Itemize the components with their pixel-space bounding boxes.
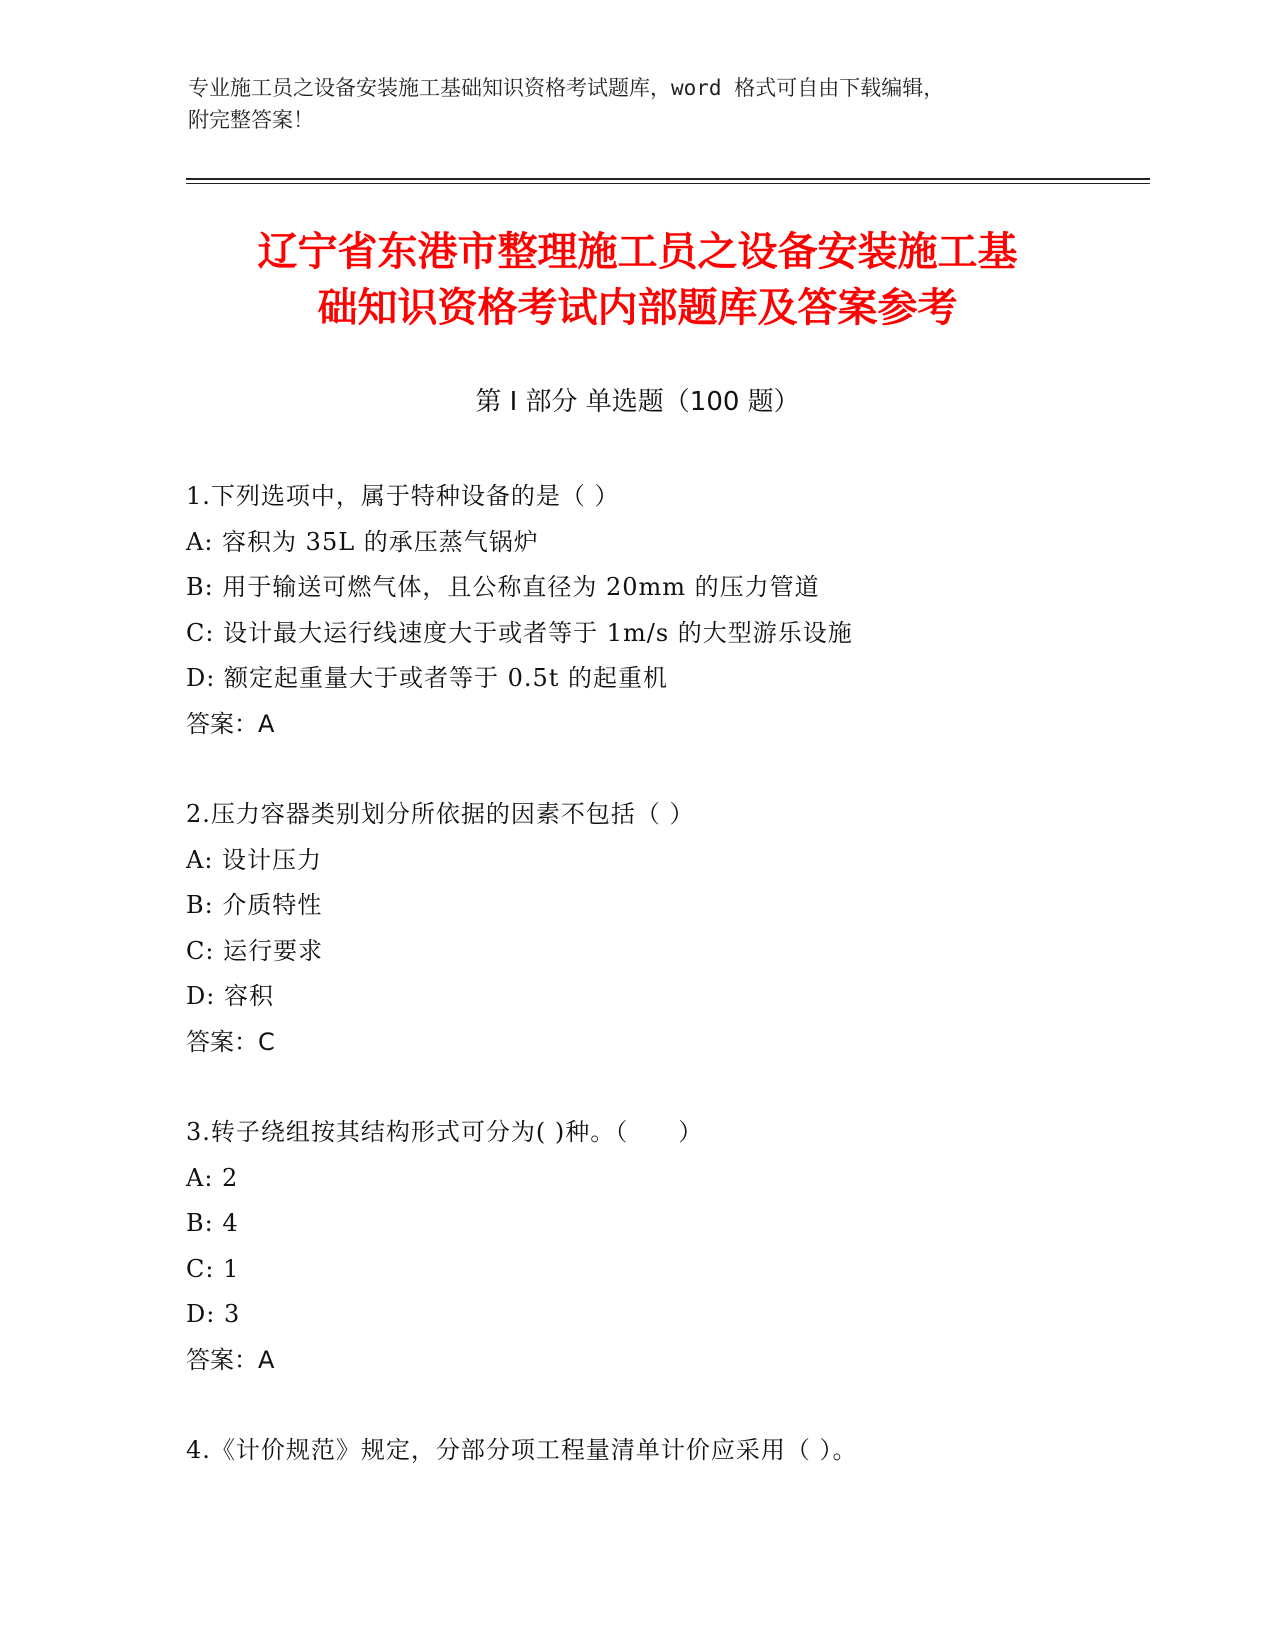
answer-label: 答案：A	[186, 1345, 275, 1374]
option-a: A: 2	[186, 1163, 239, 1192]
option-d: D: 3	[186, 1300, 241, 1328]
document-title-line-1: 辽宁省东港市整理施工员之设备安装施工基	[257, 229, 1018, 275]
document-header-note	[188, 72, 1088, 136]
section-heading: 第 I 部分 单选题（100 题）	[475, 387, 800, 417]
option-b: B: 用于输送可燃气体，且公称直径为 20mm 的压力管道	[186, 573, 820, 601]
header-divider-thick	[186, 178, 1150, 180]
question-3	[186, 1110, 1146, 1383]
option-d: D: 额定起重量大于或者等于 0.5t 的起重机	[186, 664, 669, 692]
question-stem: 2.压力容器类别划分所依据的因素不包括（ ）	[186, 800, 695, 828]
option-d: D: 容积	[186, 982, 274, 1010]
answer-label: 答案：A	[186, 709, 275, 738]
question-2	[186, 792, 1146, 1065]
option-b: B: 4	[186, 1209, 239, 1237]
option-a: A: 容积为 35L 的承压蒸气锅炉	[186, 527, 539, 556]
answer-label: 答案：C	[186, 1027, 275, 1056]
question-stem: 1.下列选项中，属于特种设备的是（ ）	[186, 482, 620, 510]
header-note-line-1: 专业施工员之设备安装施工基础知识资格考试题库，word 格式可自由下载编辑，	[188, 76, 945, 100]
document-title	[140, 224, 1135, 336]
option-c: C: 运行要求	[186, 936, 324, 965]
header-divider-thin	[186, 183, 1150, 184]
question-list	[186, 474, 1146, 1519]
question-1	[186, 474, 1146, 747]
question-4	[186, 1428, 1146, 1474]
option-b: B: 介质特性	[186, 891, 323, 919]
question-stem: 3.转子绕组按其结构形式可分为( )种。（ ）	[186, 1118, 704, 1146]
option-c: C: 1	[186, 1254, 240, 1283]
option-c: C: 设计最大运行线速度大于或者等于 1m/s 的大型游乐设施	[186, 618, 853, 647]
document-title-line-2: 础知识资格考试内部题库及答案参考	[317, 285, 958, 331]
header-note-line-2: 附完整答案！	[188, 108, 314, 132]
option-a: A: 设计压力	[186, 845, 323, 874]
question-stem: 4.《计价规范》规定，分部分项工程量清单计价应采用（ ）。	[186, 1436, 858, 1464]
